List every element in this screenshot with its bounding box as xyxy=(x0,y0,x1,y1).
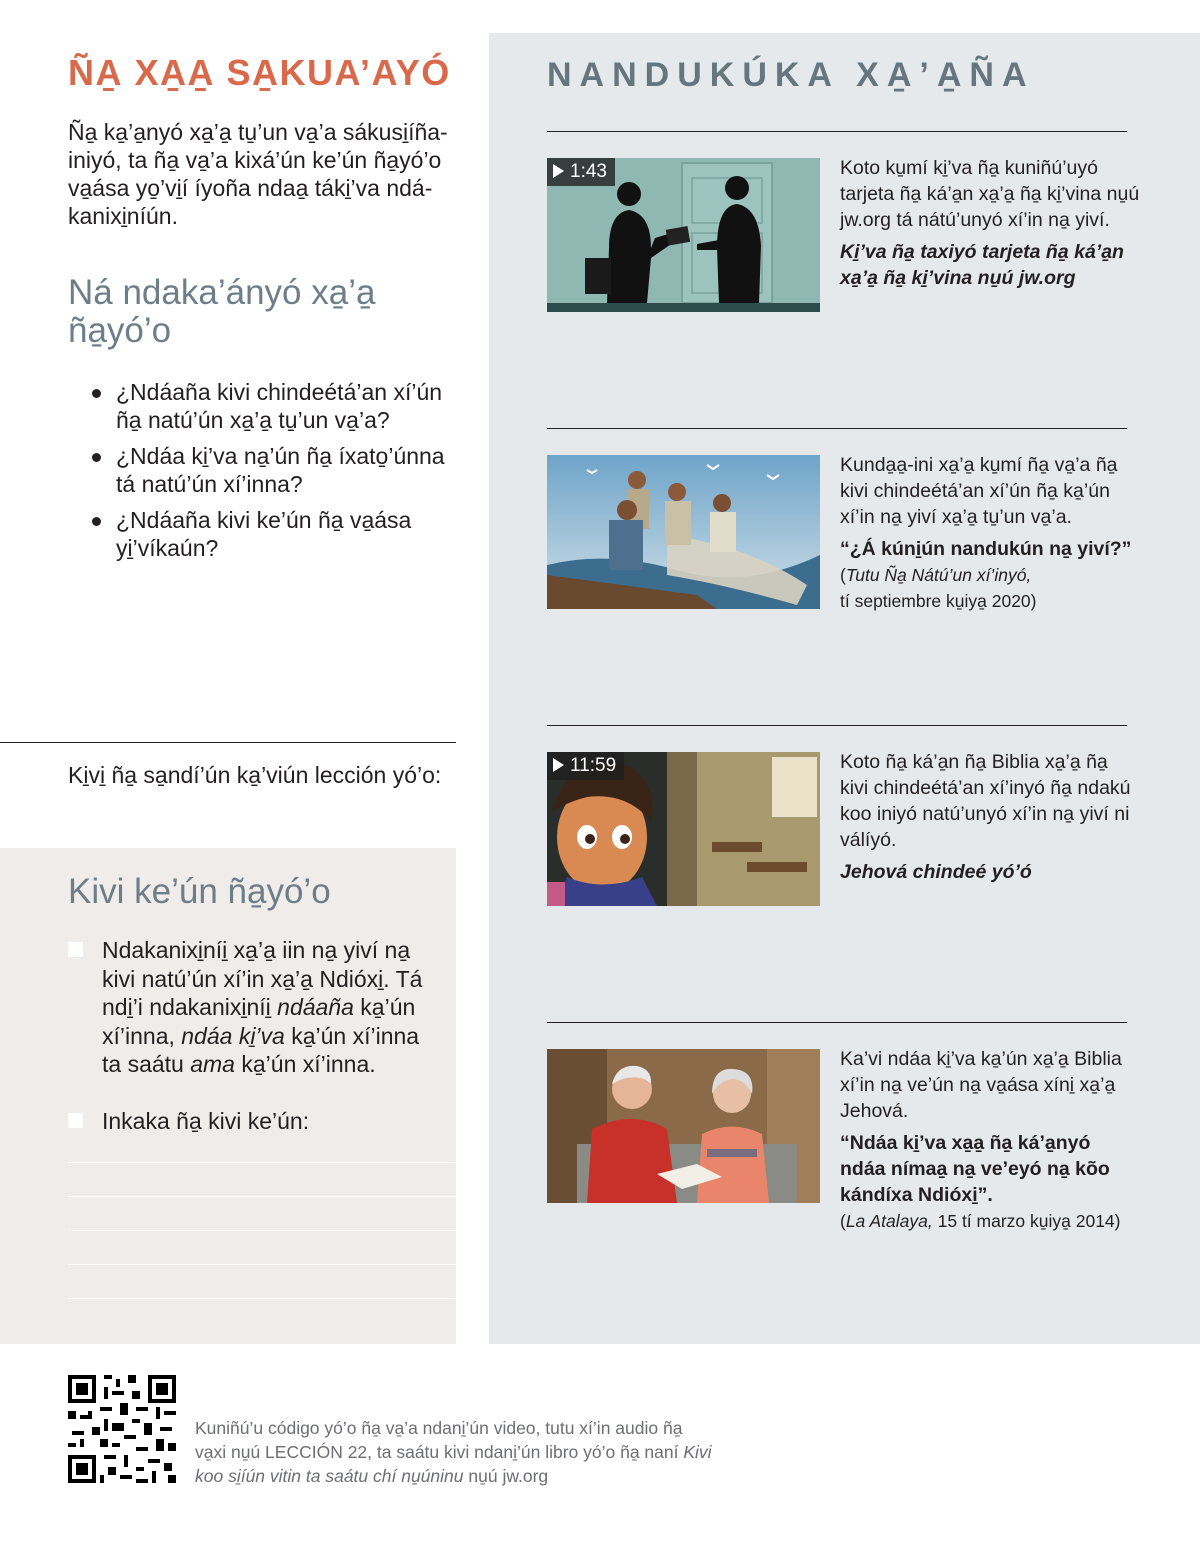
explore-title: NANDUKÚKA XA̱’A̱ÑA xyxy=(547,56,1035,94)
article-image[interactable] xyxy=(547,1049,820,1203)
video-duration-badge: 1:43 xyxy=(547,158,615,186)
completion-date-label: Ki̱vi̱ ña̱ sa̱ndí’ún ka̱’viún lección yó’o: xyxy=(68,762,442,788)
qr-code-icon[interactable] xyxy=(68,1375,176,1483)
video-thumbnail[interactable] xyxy=(547,158,820,312)
intro-paragraph: Ña̱ ka̱’a̱nyó xa̱’a̱ tu̱’un va̱’a sákusi̱íña-iniyó, ta ña̱ va̱’a kixá’ún ke’ún ña̱yó’o va̱ása yo̱’vi̱í íyoña ndaa̱ táki̱’va ndá-kanixi̱níún. xyxy=(68,119,448,229)
article-image[interactable] xyxy=(547,455,820,609)
video-thumbnail[interactable] xyxy=(547,752,820,906)
video-duration-badge: 11:59 xyxy=(547,752,624,780)
write-in-lines[interactable] xyxy=(68,1162,456,1332)
resource-item: Koto ña̱ ká’a̱n ña̱ Biblia xa̱’a̱ ña̱ kivi chindeétá’an xí’inyó ña̱ ndakú koo iniyó natú’unyó xí’in na̱ yiví ni válíyó. Jehová chindeé yó’ó xyxy=(840,749,1140,885)
bullet-icon xyxy=(92,453,101,462)
question-item: ¿Ndáaña kivi ke’ún ña̱ va̱ása yi̱’víkaún? xyxy=(88,506,448,562)
section-title: ÑA̱ XA̱A̱ SA̱KUA’AYÓ xyxy=(68,52,451,93)
resource-item: Kunda̱a̱-ini xa̱’a̱ ku̱mí ña̱ va̱’a ña̱ kivi chindeétá’an xí’ún ña̱ ka̱’ún xí’in na̱ yiví xa̱’a̱ tu̱’un va̱’a. “¿Á kúni̱ún nandukún na̱ yiví?” (Tutu Ña̱ Nátú’un xí’inyó, tí septiembre ku̱iya̱ 2020) xyxy=(840,452,1140,614)
question-item: ¿Ndáa ki̱’va na̱’ún ña̱ íxato̱’únna tá natú’ún xí’inna? xyxy=(88,442,448,498)
elderly-couple-image xyxy=(547,1049,820,1203)
divider xyxy=(547,725,1127,726)
checkbox-icon[interactable] xyxy=(68,1113,83,1128)
resource-link[interactable]: “¿Á kúni̱ún nandukún na̱ yiví?” xyxy=(840,538,1132,560)
questions-list xyxy=(88,378,448,570)
divider xyxy=(547,428,1127,429)
questions-heading: Ná ndaka’ányó xa̱’a̱ ña̱yó’o xyxy=(68,273,376,350)
play-icon xyxy=(553,758,564,772)
goals-heading: Kivi ke’ún ña̱yó’o xyxy=(68,872,331,911)
checkbox-icon[interactable] xyxy=(68,942,83,957)
resource-item: Koto ku̱mí ki̱’va ña̱ kuniñú’uyó tarjeta ña̱ ká’a̱n xa̱’a̱ ña̱ ki̱’vina nu̱ú jw.org tá nátú’unyó xí’in na̱ yiví. Ki̱’va ña̱ taxiyó tarjeta ña̱ ká’a̱n xa̱’a̱ ña̱ ki̱’vina nu̱ú jw.org xyxy=(840,157,1140,289)
resource-link[interactable]: Jehová chindeé yó’ó xyxy=(840,861,1032,883)
bullet-icon xyxy=(92,517,101,526)
goal-item: Inkaka ña̱ kivi ke’ún: xyxy=(68,1107,428,1136)
goal-item: Ndakanixi̱níi̱ xa̱’a̱ iin na̱ yiví na̱ kivi natú’ún xí’in xa̱’a̱ Ndióxi̱. Tá ndi̱’i ndakanixi̱níi̱ ndáaña ka̱’ún xí’inna, ndáa ki̱’va ka̱’ún xí’inna ta saátu ama ka̱’ún xí’inna. xyxy=(68,936,428,1079)
resource-link[interactable]: Ki̱’va ña̱ taxiyó tarjeta ña̱ ká’a̱n xa̱’a̱ ña̱ ki̱’vina nu̱ú jw.org xyxy=(840,241,1124,289)
question-item: ¿Ndáaña kivi chindeétá’an xí’ún ña̱ natú’ún xa̱’a̱ tu̱’un va̱’a? xyxy=(88,378,448,434)
play-icon xyxy=(553,164,564,178)
resource-link[interactable]: “Ndáa ki̱’va xa̱a̱ ña̱ ká’a̱nyó ndáa nímaa̱ na̱ ve’eyó na̱ kõo kándíxa Ndióxi̱”. xyxy=(840,1132,1110,1206)
divider xyxy=(0,742,456,743)
resource-item: Ka’vi ndáa ki̱’va ka̱’ún xa̱’a̱ Biblia xí’in na̱ ve’ún na̱ va̱ása xíni̱ xa̱’a̱ Jehová. “Ndáa ki̱’va xa̱a̱ ña̱ ká’a̱nyó ndáa nímaa̱ na̱ ve’eyó na̱ kõo kándíxa Ndióxi̱”. (La Atalaya, 15 tí marzo ku̱iya̱ 2014) xyxy=(840,1046,1140,1234)
source-citation: (La Atalaya, 15 tí marzo ku̱iya̱ 2014) xyxy=(840,1211,1121,1231)
footer-note: Kuniñú’u código yó’o ña̱ va̱’a ndani̱’ún video, tutu xí’in audio ña̱ va̱xi nu̱ú LECCIÓN 22, ta saátu kivi ndani̱’ún libro yó’o ña̱ naní Kivi koo si̱íún vitin ta saátu chí nu̱úninu nu̱ú jw.org xyxy=(195,1418,712,1486)
divider xyxy=(547,131,1127,132)
bullet-icon xyxy=(92,389,101,398)
fishermen-image xyxy=(547,455,820,609)
source-citation: (Tutu Ña̱ Nátú’un xí’inyó, tí septiembre ku̱iya̱ 2020) xyxy=(840,565,1037,611)
divider xyxy=(547,1022,1127,1023)
